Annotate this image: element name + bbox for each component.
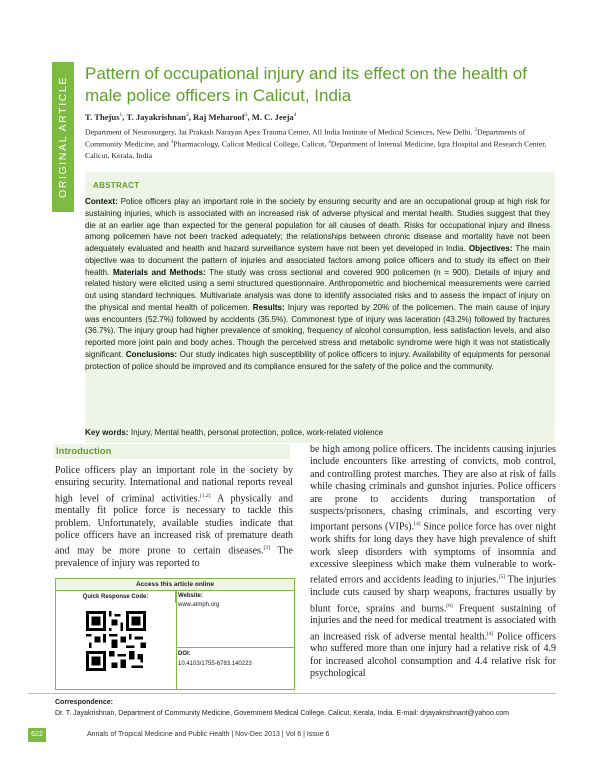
website-link[interactable]: www.atmph.org	[178, 602, 220, 608]
citation-link[interactable]: [3]	[263, 545, 270, 552]
citation-link[interactable]: [4]	[414, 521, 421, 528]
doi-label: DOI:	[178, 651, 191, 657]
page-number: 622	[28, 728, 46, 742]
citation-link[interactable]: [5]	[498, 574, 506, 581]
qr-label: Quick Response Code:	[56, 591, 176, 603]
intro-heading: Introduction	[56, 446, 112, 457]
citation-link[interactable]: [6]	[446, 602, 453, 609]
footnote-divider	[28, 693, 556, 694]
author-2: T. Jayakrishnan	[126, 112, 186, 122]
doi-link[interactable]: 10.4103/1755-6783.140223	[178, 661, 252, 667]
qr-code-icon[interactable]	[86, 611, 146, 671]
author-4: M. C. Jeeja	[251, 112, 294, 122]
article-type-label: ORIGINAL ARTICLE	[57, 76, 69, 198]
author-3: Raj Meharoof	[193, 112, 245, 122]
divider	[176, 591, 177, 689]
intro-left-column: Police officers play an important role in the society by ensuring security. International and national reports reveal high level of criminal activities.[1,2] A physically and mentally fit police force is necessary to tackle this problem. Unfortunately, available studies indicate that police officers have an increased risk of premature death and may be more prone to certain diseases.[3] The prevalence of injury was reported to	[55, 465, 293, 569]
citation-link[interactable]: [1,2]	[200, 492, 211, 499]
article-type-tab	[52, 62, 74, 212]
citation-link[interactable]: [4]	[486, 630, 494, 637]
website-label: Website:	[178, 593, 203, 599]
author-list: T. Thejus$^1$, T. Jayakrishnan$^2$, Raj Meharoof$^3$, M. C. Jeeja$^4$	[85, 112, 297, 122]
abstract-body: Context: Police officers play an important role in the society by ensuring security and are an occupational group at high risk for sustaining injuries, which is associated with an increased risk of adverse physical and mental health. Studies suggest that they die at an earlier age than expected for the general population for all causes of death. Risks for occupational injury and illness among policemen have not been tracked adequately; the relationships between chronic disease and mortality have not been adequately evaluated and health and hazard surveillance system have not been yet developed in India. Objectives: The main objective was to document the pattern of injuries and associated factors among police officers and to study its effect on their health. Materials and Methods: The study was cross sectional and covered 900 policemen (n = 900). Details of injury and related history were elicited using a semi structured questionnaire. Anthropometric and biochemical measurements were carried out using standard techniques. Multivariate analysis was done to identify associated risks and to assess the impact of injury on the physical and mental health of policemen. Results: Injury was reported by 20% of the policemen. The main cause of injury was encounters (52.7%) followed by accidents (35.5%). Commonest type of injury was laceration (43.2%) followed by fractures (36.7%). The injury group had higher prevalence of smoking, frequency of alcohol consumption, less satisfaction levels, and also reported more joint pain and body aches. Though the perceived stress and metabolic syndrome were high it was not statistically significant. Conclusions: Our study indicates high susceptibility of police officers to injury. Availability of equipments for personal protection of police should be improved and its compliance ensured for the safety of the police and the community.	[85, 197, 550, 371]
correspondence-label: Correspondence:	[55, 699, 113, 706]
correspondence-text: Dr. T. Jayakrishnan, Department of Community Medicine, Government Medical College. Calicut, Kerala, India. E-mail: drjayakrishnant@yahoo.com	[55, 710, 510, 717]
intro-right-column: be high among police officers. The incidents causing injuries include encounters like arresting of convicts, mob control, and controlling protest marches. They are also at risk of falls while chasing criminals and gunshot injuries. Police officers are prone to accidents during transportation of suspects/prisoners, chasing criminals, and escorting very important persons (VIPs).[4] Since police force has over night work shifts for long days they have high prevalence of shift work sleep disorders with symptoms of insomnia and excessive sleepiness which make them vulnerable to work-related errors and accidents leading to injuries.[5] The injuries include cuts caused by sharp weapons, fractures usually by blunt force, sprains and burns.[6] Frequent sustaining of injuries and the need for medical treatment is associated with an increased risk of adverse mental health.[4] Police officers who suffered more than one injury had a relative risk of 4.9 for increased alcohol consumption and 4.4 relative risk for psychological	[310, 444, 556, 680]
divider	[176, 647, 294, 648]
abstract-heading: ABSTRACT	[93, 181, 140, 190]
author-1: T. Thejus	[85, 112, 120, 122]
access-online-box	[55, 578, 295, 690]
keywords: Key words: Injury, Mental health, personal protection, police, work-related violence	[85, 428, 384, 437]
access-heading: Access this article online	[56, 579, 294, 591]
affiliations: Department of Neurosurgery, Jai Prakash Narayan Apex Trauma Center, All India Institute of Medical Sciences, New Delhi. $^2$Departments of Community Medicine, and $^3$Pharmacology, Calicut Medical College, Calicut, $^4$Department of Internal Medicine, Iqra Hospital and Research Center, Calicut, Kerala, India	[85, 127, 547, 160]
article-title: Pattern of occupational injury and its effect on the health of male police officers in Calicut, India	[85, 64, 527, 105]
journal-footer: Annals of Tropical Medicine and Public Health | Nov-Dec 2013 | Vol 6 | Issue 6	[87, 731, 330, 738]
